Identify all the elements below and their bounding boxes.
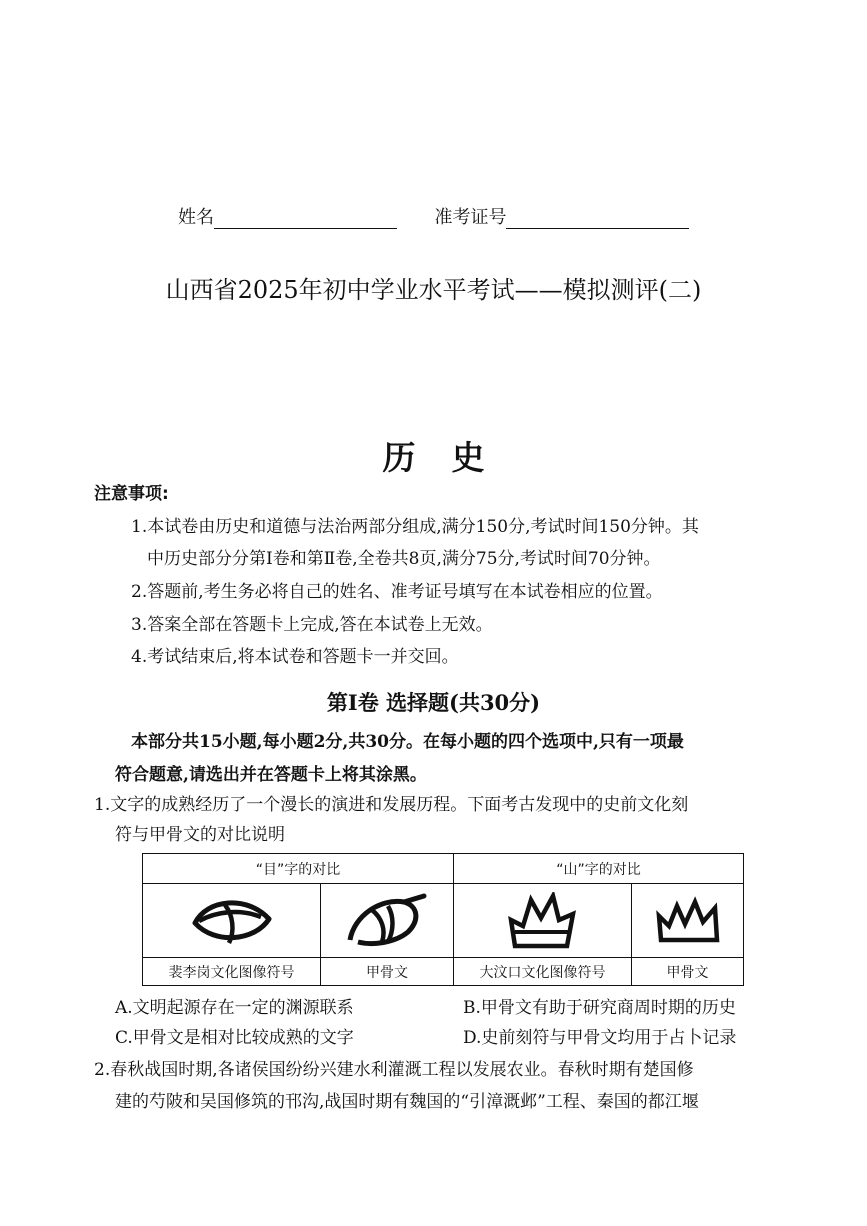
- notice-line-4: 4.考试结束后,将本试卷和答题卡一并交回。: [131, 647, 459, 667]
- q2-stem-line-2: 建的芍陂和吴国修筑的邗沟,战国时期有魏国的“引漳溉邺”工程、秦国的都江堰: [115, 1092, 699, 1112]
- oracle-mountain-glyph: [653, 896, 723, 946]
- table-header-mu: “目”字的对比: [143, 854, 454, 884]
- q1-stem-line-2: 符与甲骨文的对比说明: [115, 825, 285, 845]
- q2-stem-line-1: 2.春秋战国时期,各诸侯国纷纷兴建水利灌溉工程以发展农业。春秋时期有楚国修: [94, 1060, 694, 1080]
- exam-id-label: 准考证号: [434, 207, 507, 228]
- section-instruction-1: 本部分共15小题,每小题2分,共30分。在每小题的四个选项中,只有一项最: [131, 732, 684, 752]
- notice-heading: 注意事项:: [94, 484, 169, 504]
- caption-dawenkou: 大汶口文化图像符号: [454, 958, 632, 986]
- caption-peiligang: 裴李岗文化图像符号: [143, 958, 321, 986]
- notice-line-3: 3.答案全部在答题卡上完成,答在本试卷上无效。: [131, 615, 493, 635]
- caption-oracle-mountain: 甲骨文: [632, 958, 744, 986]
- subject-title: 历史: [382, 438, 521, 477]
- q1-option-a[interactable]: A.文明起源存在一定的渊源联系: [115, 998, 354, 1018]
- q1-option-b[interactable]: B.甲骨文有助于研究商周时期的历史: [463, 998, 736, 1018]
- notice-line-1: 1.本试卷由历史和道德与法治两部分组成,满分150分,考试时间150分钟。其: [131, 517, 699, 537]
- exam-id-field[interactable]: [506, 210, 689, 229]
- dawenkou-mountain-symbol: [503, 892, 583, 950]
- q1-option-c[interactable]: C.甲骨文是相对比较成熟的文字: [115, 1028, 354, 1048]
- glyph-comparison-table: [142, 853, 744, 986]
- section-instruction-2: 符合题意,请选出并在答题卡上将其涂黑。: [115, 765, 427, 785]
- section-title: 第Ⅰ卷 选择题(共30分): [326, 690, 541, 715]
- name-field[interactable]: [214, 210, 397, 229]
- q1-stem-line-1: 1.文字的成熟经历了一个漫长的演进和发展历程。下面考古发现中的史前文化刻: [94, 795, 689, 815]
- oracle-eye-glyph: [344, 890, 430, 952]
- name-label: 姓名: [178, 207, 214, 228]
- exam-title: 山西省2025年初中学业水平考试——模拟测评(二): [165, 276, 702, 304]
- notice-line-1-cont: 中历史部分分第Ⅰ卷和第Ⅱ卷,全卷共8页,满分75分,考试时间70分钟。: [147, 549, 661, 569]
- notice-line-2: 2.答题前,考生务必将自己的姓名、准考证号填写在本试卷相应的位置。: [131, 582, 663, 602]
- candidate-info-row: [178, 203, 689, 229]
- caption-oracle-eye: 甲骨文: [321, 958, 454, 986]
- table-header-shan: “山”字的对比: [454, 854, 744, 884]
- peiligang-eye-symbol: [189, 893, 275, 949]
- q1-option-d[interactable]: D.史前刻符与甲骨文均用于占卜记录: [463, 1028, 737, 1048]
